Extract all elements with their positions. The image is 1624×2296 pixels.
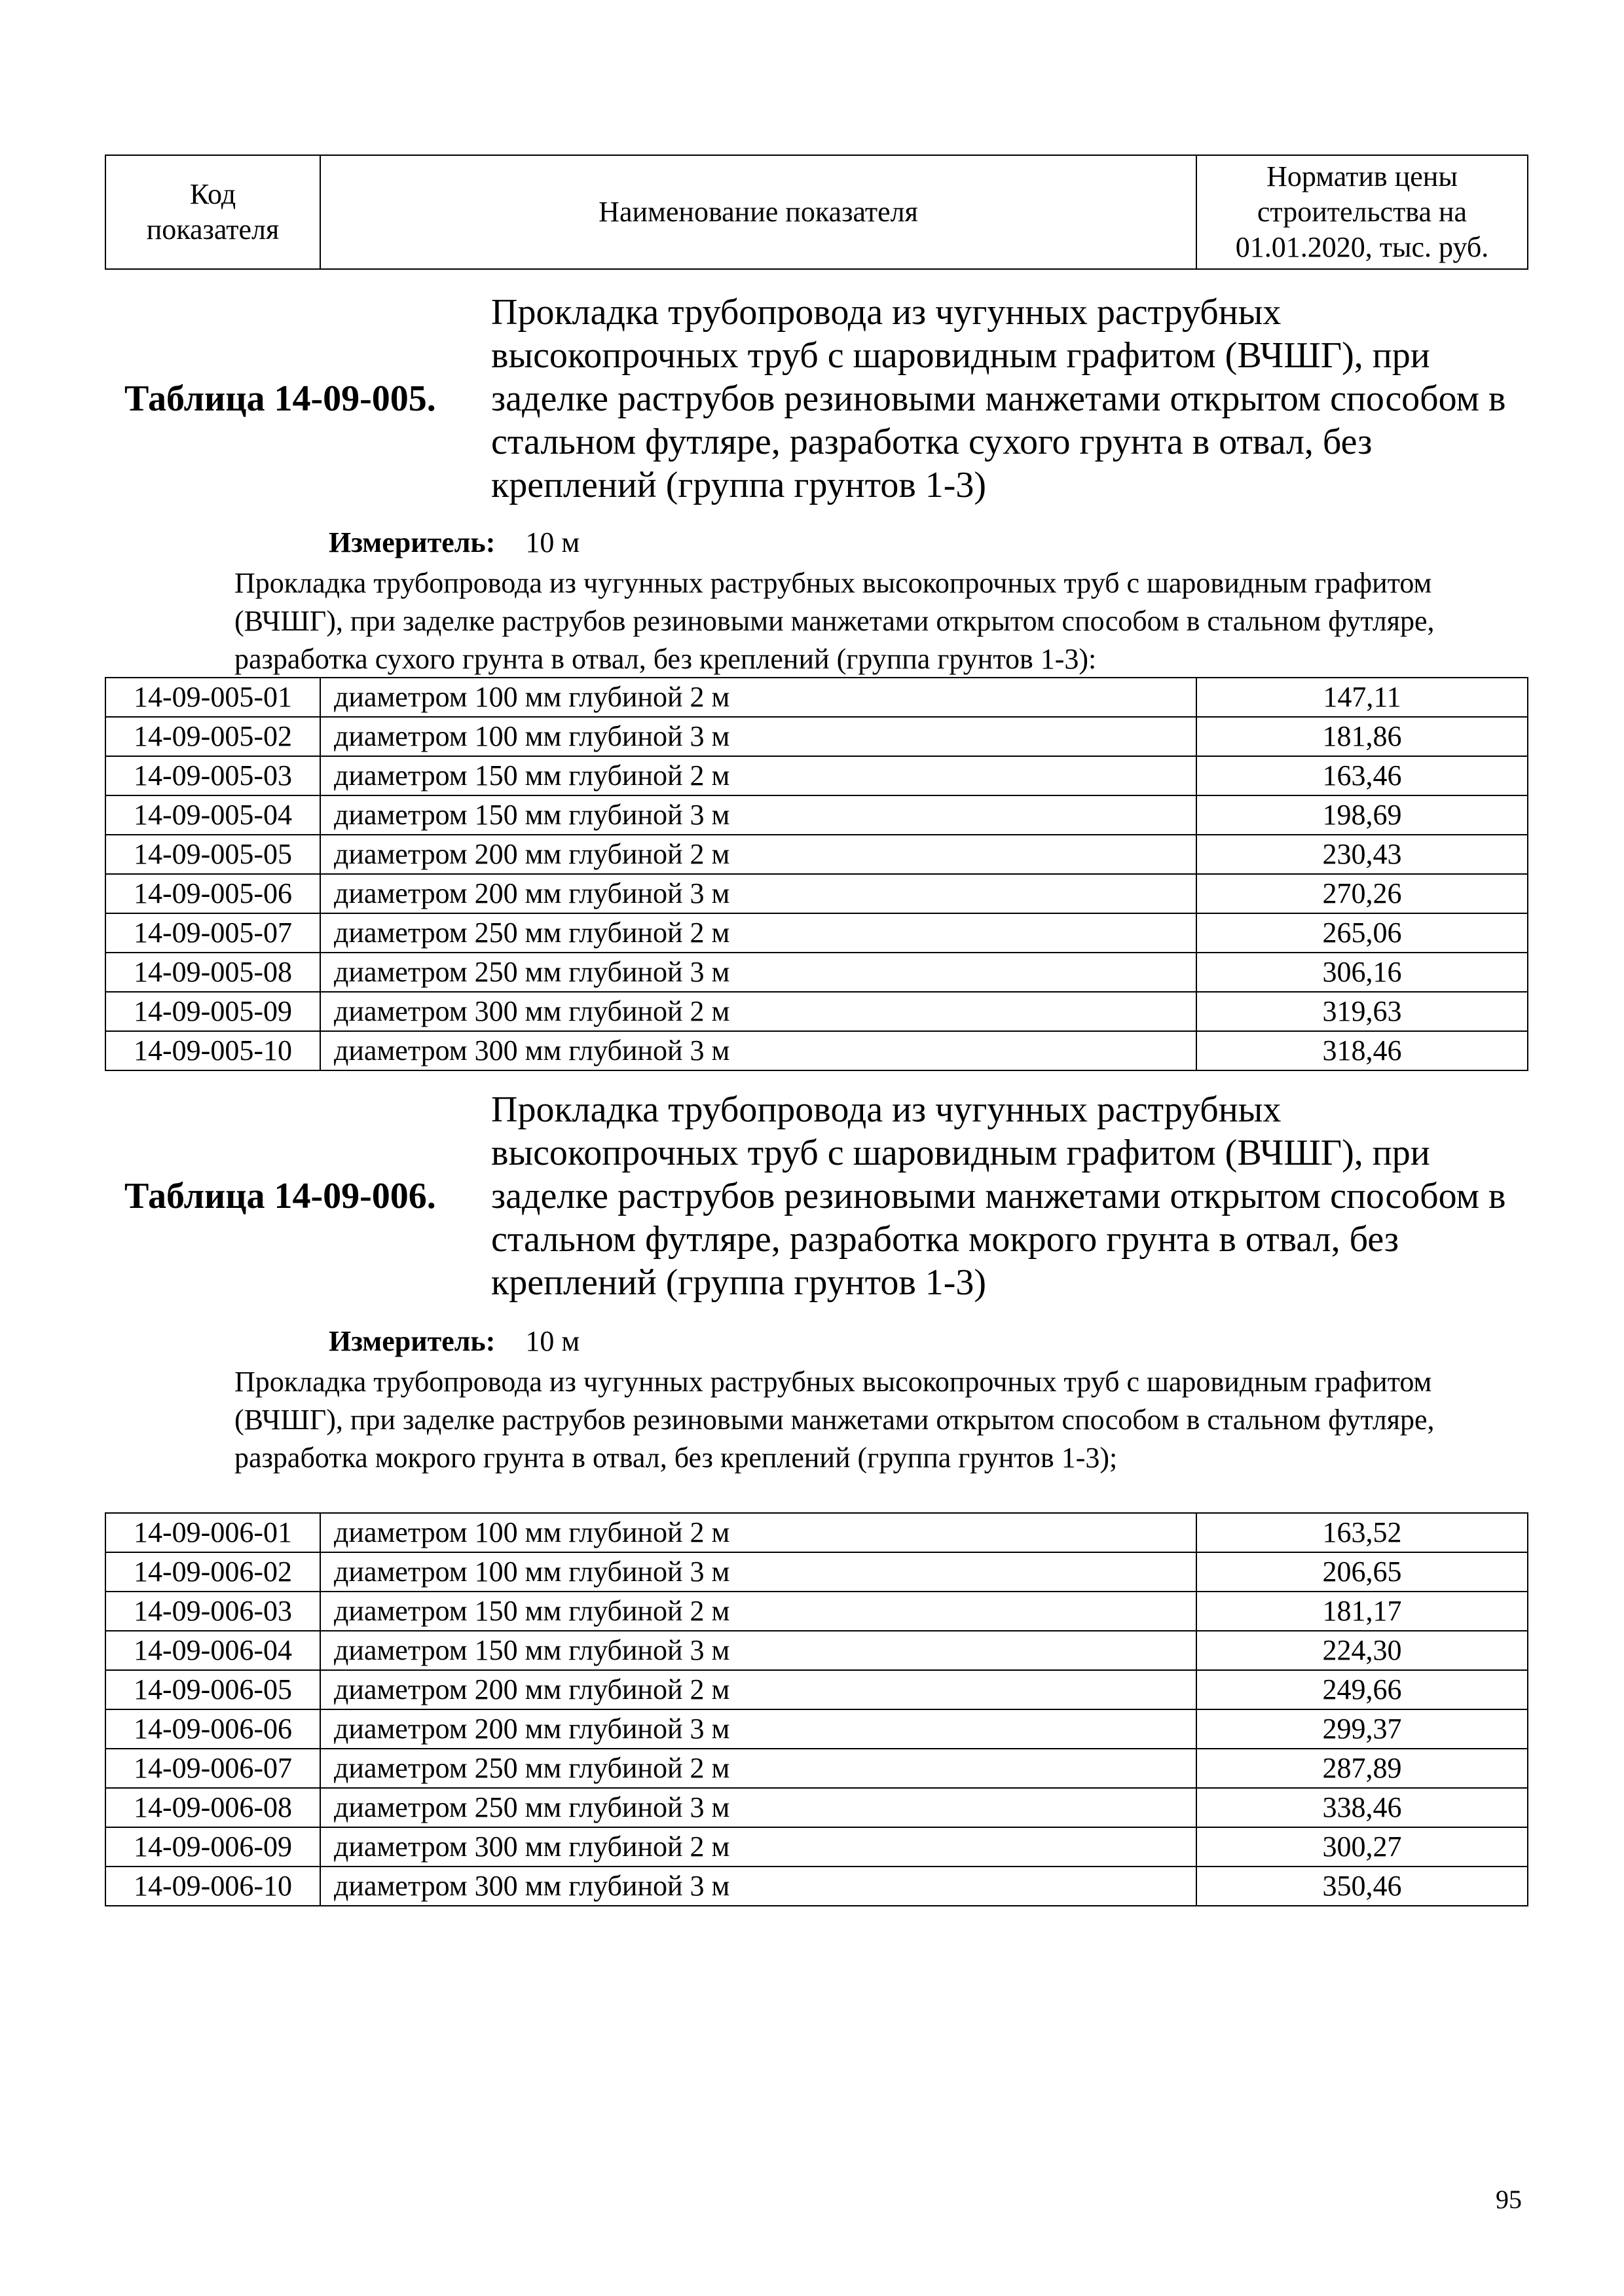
row-name: диаметром 100 мм глубиной 2 м: [320, 1513, 1196, 1552]
table-row: [105, 1592, 1528, 1631]
row-price: 265,06: [1196, 913, 1528, 953]
row-price: 163,46: [1196, 756, 1528, 795]
meter-label: Измеритель:: [329, 1325, 496, 1357]
row-code: 14-09-006-03: [105, 1592, 320, 1631]
row-name: диаметром 300 мм глубиной 2 м: [320, 992, 1196, 1031]
row-name: диаметром 250 мм глубиной 2 м: [320, 1749, 1196, 1788]
row-price: 270,26: [1196, 874, 1528, 913]
row-name: диаметром 300 мм глубиной 2 м: [320, 1827, 1196, 1867]
row-code: 14-09-006-04: [105, 1631, 320, 1670]
row-code: 14-09-006-10: [105, 1867, 320, 1906]
table-row: [105, 1867, 1528, 1906]
header-name: Наименование показателя: [320, 155, 1196, 269]
row-name: диаметром 250 мм глубиной 3 м: [320, 1788, 1196, 1827]
table-row: [105, 795, 1528, 835]
table-row: [105, 1552, 1528, 1592]
table-row: [105, 953, 1528, 992]
row-price: 181,17: [1196, 1592, 1528, 1631]
row-name: диаметром 200 мм глубиной 2 м: [320, 835, 1196, 874]
table-row: [105, 1709, 1528, 1749]
section-description: Прокладка трубопровода из чугунных раструбных высокопрочных труб с шаровидным графитом (ВЧШГ), при заделке раструбов резиновыми манжетами открытом способом в стальном футляре, разработка сухого грунта в отвал, без креплений (группа грунтов 1-3):: [234, 567, 1435, 675]
table-title: Прокладка трубопровода из чугунных раструбных высокопрочных труб с шаровидным графитом (ВЧШГ), при заделке раструбов резиновыми манжетами открытом способом в стальном футляре, разработка сухого грунта в отвал, без креплений (группа грунтов 1-3): [491, 292, 1506, 505]
header-table: [105, 155, 1528, 270]
meter-value: 10 м: [525, 1325, 580, 1357]
row-price: 181,86: [1196, 717, 1528, 756]
row-price: 306,16: [1196, 953, 1528, 992]
row-code: 14-09-005-07: [105, 913, 320, 953]
table-row: [105, 835, 1528, 874]
row-code: 14-09-005-10: [105, 1031, 320, 1070]
table-row: [105, 992, 1528, 1031]
row-code: 14-09-006-01: [105, 1513, 320, 1552]
row-name: диаметром 100 мм глубиной 3 м: [320, 717, 1196, 756]
table-title: Прокладка трубопровода из чугунных раструбных высокопрочных труб с шаровидным графитом (ВЧШГ), при заделке раструбов резиновыми манжетами открытом способом в стальном футляре, разработка мокрого грунта в отвал, без креплений (группа грунтов 1-3): [491, 1089, 1506, 1303]
row-price: 206,65: [1196, 1552, 1528, 1592]
table-row: [105, 874, 1528, 913]
row-code: 14-09-005-04: [105, 795, 320, 835]
section-heading-1: [105, 288, 1527, 511]
section-heading-2: [105, 1085, 1527, 1308]
row-price: 319,63: [1196, 992, 1528, 1031]
row-code: 14-09-006-07: [105, 1749, 320, 1788]
row-name: диаметром 300 мм глубиной 3 м: [320, 1031, 1196, 1070]
row-price: 318,46: [1196, 1031, 1528, 1070]
row-price: 350,46: [1196, 1867, 1528, 1906]
row-name: диаметром 200 мм глубиной 2 м: [320, 1670, 1196, 1709]
meter-label: Измеритель:: [329, 526, 496, 558]
row-code: 14-09-005-06: [105, 874, 320, 913]
row-name: диаметром 200 мм глубиной 3 м: [320, 1709, 1196, 1749]
header-price: Норматив цены строительства на 01.01.2020, тыс. руб.: [1196, 155, 1528, 269]
row-price: 163,52: [1196, 1513, 1528, 1552]
price-table-2: [105, 1512, 1528, 1906]
row-name: диаметром 150 мм глубиной 2 м: [320, 1592, 1196, 1631]
row-code: 14-09-006-05: [105, 1670, 320, 1709]
header-code: Код показателя: [105, 155, 320, 269]
table-row: [105, 1749, 1528, 1788]
row-name: диаметром 100 мм глубиной 2 м: [320, 678, 1196, 717]
row-name: диаметром 200 мм глубиной 3 м: [320, 874, 1196, 913]
table-row: [105, 1031, 1528, 1070]
price-table-1: [105, 677, 1528, 1071]
table-row: [105, 913, 1528, 953]
row-code: 14-09-006-02: [105, 1552, 320, 1592]
meter-value: 10 м: [525, 526, 580, 558]
row-name: диаметром 150 мм глубиной 3 м: [320, 1631, 1196, 1670]
row-price: 147,11: [1196, 678, 1528, 717]
table-row: [105, 1670, 1528, 1709]
table-row: [105, 1827, 1528, 1867]
row-code: 14-09-005-01: [105, 678, 320, 717]
row-name: диаметром 250 мм глубиной 3 м: [320, 953, 1196, 992]
row-price: 249,66: [1196, 1670, 1528, 1709]
row-name: диаметром 150 мм глубиной 3 м: [320, 795, 1196, 835]
row-code: 14-09-006-09: [105, 1827, 320, 1867]
row-price: 299,37: [1196, 1709, 1528, 1749]
row-price: 338,46: [1196, 1788, 1528, 1827]
row-price: 230,43: [1196, 835, 1528, 874]
table-row: [105, 678, 1528, 717]
page-number: 95: [1496, 2185, 1522, 2214]
table-row: [105, 1788, 1528, 1827]
table-row: [105, 1513, 1528, 1552]
row-code: 14-09-006-08: [105, 1788, 320, 1827]
row-name: диаметром 100 мм глубиной 3 м: [320, 1552, 1196, 1592]
row-code: 14-09-005-08: [105, 953, 320, 992]
row-code: 14-09-006-06: [105, 1709, 320, 1749]
table-row: [105, 1631, 1528, 1670]
header-row: [105, 155, 1528, 269]
row-name: диаметром 300 мм глубиной 3 м: [320, 1867, 1196, 1906]
section-description: Прокладка трубопровода из чугунных раструбных высокопрочных труб с шаровидным графитом (ВЧШГ), при заделке раструбов резиновыми манжетами открытом способом в стальном футляре, разработка мокрого грунта в отвал, без креплений (группа грунтов 1-3);: [234, 1366, 1435, 1474]
table-row: [105, 717, 1528, 756]
meter-line: [329, 525, 580, 560]
table-label: Таблица 14-09-006.: [124, 1176, 436, 1216]
row-code: 14-09-005-05: [105, 835, 320, 874]
row-code: 14-09-005-03: [105, 756, 320, 795]
meter-line: [329, 1324, 580, 1359]
table-label: Таблица 14-09-005.: [124, 378, 436, 419]
row-price: 198,69: [1196, 795, 1528, 835]
row-price: 300,27: [1196, 1827, 1528, 1867]
row-price: 224,30: [1196, 1631, 1528, 1670]
table-row: [105, 756, 1528, 795]
row-name: диаметром 250 мм глубиной 2 м: [320, 913, 1196, 953]
row-code: 14-09-005-02: [105, 717, 320, 756]
row-name: диаметром 150 мм глубиной 2 м: [320, 756, 1196, 795]
row-price: 287,89: [1196, 1749, 1528, 1788]
row-code: 14-09-005-09: [105, 992, 320, 1031]
